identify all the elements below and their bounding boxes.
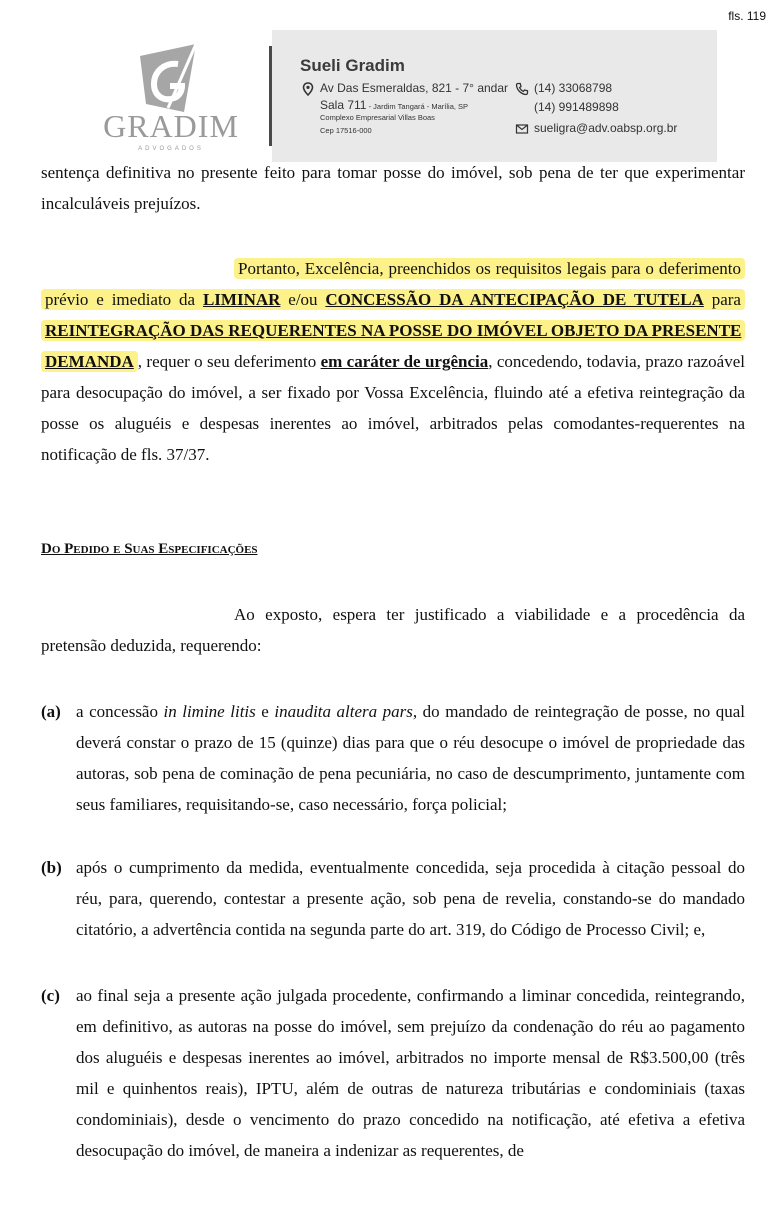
item-a-label: (a) <box>41 702 61 721</box>
address-line-4: Cep 17516-000 <box>320 126 372 135</box>
contact-card <box>272 30 717 162</box>
logo-subtitle: ADVOGADOS <box>138 146 204 152</box>
urgencia-emphasis: em caráter de urgência <box>320 352 489 371</box>
phone-1: (14) 33068798 <box>534 81 613 95</box>
location-pin-icon <box>301 82 315 96</box>
text-span: a concessão <box>76 702 164 721</box>
item-b-text: após o cumprimento da medida, eventualmente concedida, seja procedida à citação pessoal do réu, para, querendo, contestar a presente ação, sob pena de revelia, constando-se do mandado citatório, a advertência contida na segunda parte do art. 319, do Código de Processo Civil; e, <box>76 858 745 939</box>
item-c-text: ao final seja a presente ação julgada procedente, confirmando a liminar concedida, reintegrando, em definitivo, as autoras na posse do imóvel, sem prejuízo da condenação do réu ao pagamento dos aluguéis e despesas inerentes ao imóvel, arbitrados no importe mensal de R$3.500,00 (três mil e quinhentos reais), IPTU, além de outras de natureza tributárias e condominiais (taxas condominiais), desde o vencimento do prazo concedido na notificação, até efetiva a efetiva desocupação do imóvel, de maneira a indenizar as requerentes, de <box>76 986 745 1160</box>
address-line-1: Av Das Esmeraldas, 821 - 7° andar <box>320 81 509 95</box>
item-b-label: (b) <box>41 858 62 877</box>
address-line-2 <box>320 98 468 112</box>
email-icon <box>515 122 529 136</box>
paragraph-requests-intro: Ao exposto, espera ter justificado a viabilidade e a procedência da pretensão deduzida, requerendo: <box>41 605 745 655</box>
text-span: , requer o seu deferimento <box>137 352 321 371</box>
liminar-emphasis: LIMINAR <box>202 290 281 309</box>
tutela-emphasis: CONCESSÃO DA ANTECIPAÇÃO DE TUTELA <box>325 290 704 309</box>
section-heading: Do Pedido e Suas Especificações <box>41 541 258 557</box>
reintegracao-emphasis: REINTEGRAÇÃO DAS REQUERENTES NA POSSE DO IMÓVEL OBJETO DA PRESENTE DEMANDA <box>45 321 742 371</box>
phone-2: (14) 991489898 <box>534 100 619 114</box>
item-c-label: (c) <box>41 986 60 1005</box>
address-line-3: Complexo Empresarial Villas Boas <box>320 113 435 122</box>
address-line-2-small: - Jardim Tangará - Marília, SP <box>366 102 469 111</box>
email-address: sueligra@adv.oabsp.org.br <box>534 121 678 135</box>
contact-name: Sueli Gradim <box>300 56 405 75</box>
phone-icon <box>515 82 529 96</box>
address-line-2-main: Sala 711 <box>320 98 367 112</box>
logo-g-mark-icon <box>138 42 202 114</box>
text-span: , do mandado de reintegração de posse, no qual deverá constar o prazo de 15 (quinze) dias para que o réu desocupe o imóvel de propriedade das autoras, sob pena de cominação de pena pecuniária, no caso de descumprimento, juntamente com seus familiares, requisitando-se, caso necessário, força policial; <box>76 702 745 814</box>
text-span: para <box>703 290 741 309</box>
text-span: e <box>255 702 275 721</box>
text-span: , concedendo, todavia, prazo razoável para desocupação do imóvel, a ser fixado por Vossa Excelência, fluindo até a efetiva reintegração da posse os aluguéis e despesas inerentes ao imóvel, arbitrados pelas comodantes-requerentes na notificação de fls. 37/37. <box>41 352 745 464</box>
firm-logo <box>96 42 246 152</box>
text-span: Portanto, Excelência, preenchidos os requisitos legais para o deferimento prévio e imediato da <box>45 259 741 309</box>
logo-name: GRADIM <box>103 108 239 144</box>
latin-term: in limine litis <box>163 702 256 721</box>
text-span: e/ou <box>280 290 326 309</box>
paragraph-continuation: sentença definitiva no presente feito para tomar posse do imóvel, sob pena de ter que experimentar incalculáveis prejuízos. <box>41 163 745 213</box>
paragraph-request <box>41 253 745 470</box>
item-a-text <box>76 696 745 820</box>
page-number: fls. 119 <box>728 9 766 23</box>
latin-term: inaudita altera pars <box>274 702 413 721</box>
